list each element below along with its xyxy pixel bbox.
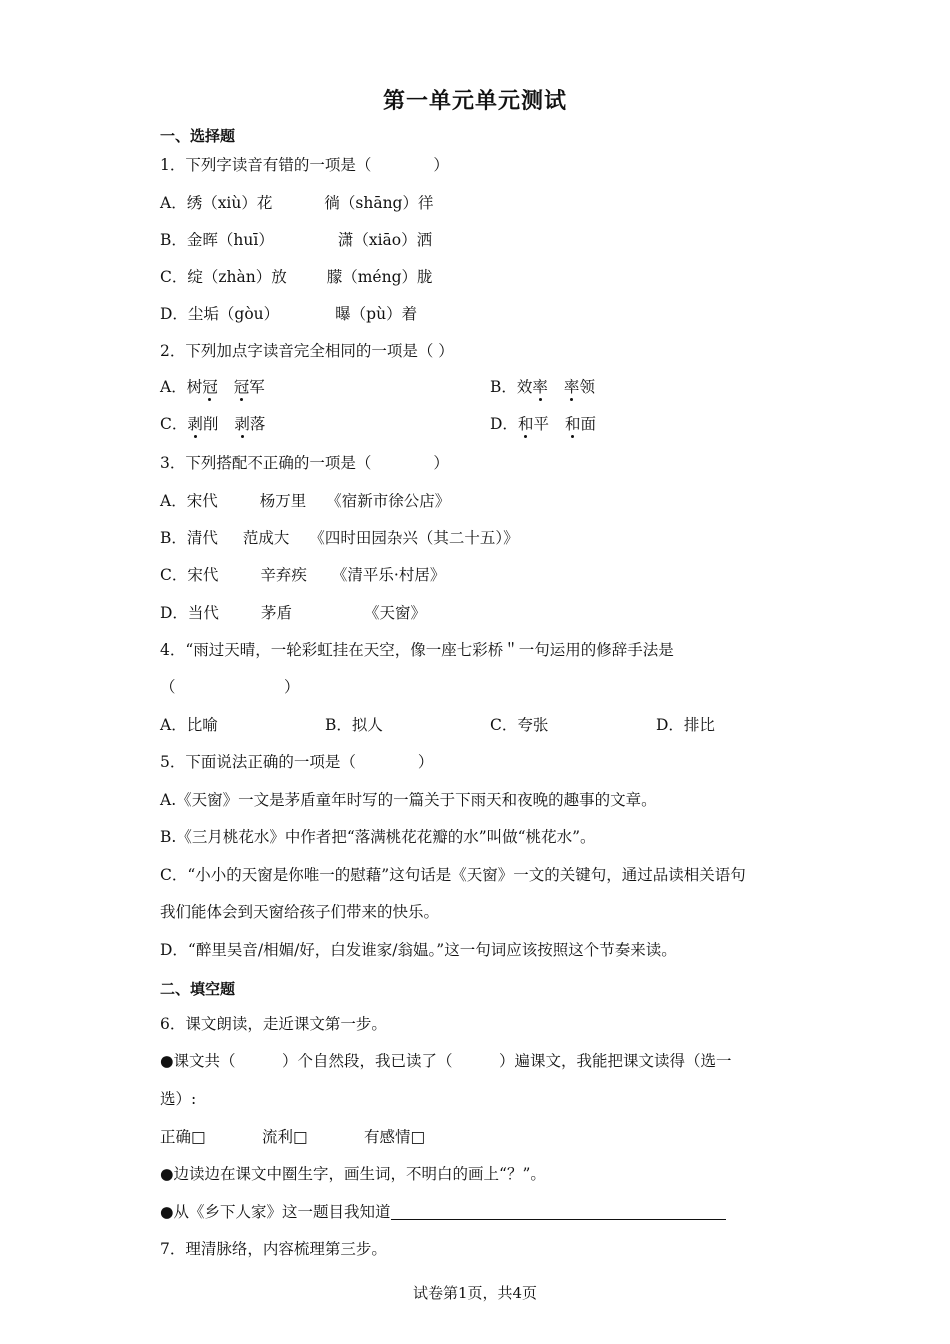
q4-answer-paren: （ ） [160,678,300,696]
q2-option-d-char: 平 [533,415,549,433]
q2-option-a-label: A． [160,378,187,396]
q3-option-b-work: 《四时田园杂兴（其二十五）》 [309,529,519,547]
q1-option-d-part2: 曝（pù）着 [335,305,418,323]
q2-option-d-dotted-char: 和 [564,415,581,433]
q3-option-c [160,564,445,586]
q5-option-b: B.《三月桃花水》中作者把“落满桃花花瓣的水”叫做“桃花水”。 [160,828,596,846]
q3-option-b-era: B．清代 [160,529,218,547]
q6-stem: 6．课文朗读，走近课文第一步。 [160,1015,387,1033]
section-heading-fill: 二、填空题 [160,980,236,998]
q3-option-d-era: D．当代 [160,604,219,622]
q1-option-d [160,303,417,325]
q3-option-c-author: 辛弃疾 [260,566,307,584]
q4-option-a: A．比喻 [160,716,218,734]
q3-option-d [160,602,426,624]
q3-stem: 3．下列搭配不正确的一项是（ ） [160,454,449,472]
q1-option-c-part2: 朦（méng）胧 [326,268,433,286]
q2-option-a [160,376,265,398]
q3-option-a-era: A．宋代 [160,492,218,510]
q6-option-fluent[interactable]: 流利□ [262,1128,308,1146]
q2-option-b-label: B． [490,378,517,396]
q6-option-correct[interactable]: 正确□ [160,1128,206,1146]
q1-option-c [160,266,433,288]
q4-option-c: C．夸张 [490,716,549,734]
q2-option-c-dotted-char: 剥 [187,415,203,433]
q5-option-c-line2: 我们能体会到天窗给孩子们带来的快乐。 [160,903,440,921]
q2-option-a-char: 军 [249,378,265,396]
q3-option-a-author: 杨万里 [259,492,307,510]
q3-option-c-work: 《清平乐·村居》 [331,566,446,584]
q2-option-b [490,376,595,398]
q6-option-emotional[interactable]: 有感情□ [364,1128,426,1146]
q6-line4-text: ●从《乡下人家》这一题目我知道 [160,1203,391,1221]
q3-option-d-work: 《天窗》 [363,604,426,622]
q1-stem: 1．下列字读音有错的一项是（ ） [160,156,449,174]
q5-option-a: A.《天窗》一文是茅盾童年时写的一篇关于下雨天和夜晚的趣事的文章。 [160,791,657,809]
q1-option-d-part1: D．尘垢（gòu） [160,305,280,323]
q5-option-c-line1: C．“小小的天窗是你唯一的慰藉”这句话是《天窗》一文的关键句，通过品读相关语句 [160,866,746,884]
q2-option-d [490,413,596,435]
q6-line4 [160,1201,726,1223]
q4-stem: 4．“雨过天晴，一轮彩虹挂在天空，像一座七彩桥＂一句运用的修辞手法是 [160,641,674,659]
q2-option-a-dotted-char: 冠 [233,378,250,396]
q2-option-d-char: 面 [580,415,596,433]
q6-line1: ●课文共（ ）个自然段，我已读了（ ）遍课文，我能把课文读得（选一 [160,1052,732,1070]
q6-line3: ●边读边在课文中圈生字，画生词，不明白的画上“？”。 [160,1165,546,1183]
q2-option-b-char: 效 [516,378,533,396]
q3-option-a-work: 《宿新市徐公店》 [326,492,451,510]
q2-option-c-char: 落 [249,415,266,433]
q1-option-b-part1: B．金晖（huī） [160,231,274,249]
q2-option-c [160,413,265,435]
q3-option-a [160,490,450,512]
q2-option-d-dotted-char: 和 [517,415,534,433]
q2-option-c-dotted-char: 剥 [234,415,250,433]
q2-option-b-char: 领 [579,378,595,396]
q2-option-d-label: D． [490,415,518,433]
q2-option-b-dotted-char: 率 [563,378,580,396]
section-heading-choice: 一、选择题 [160,127,236,145]
q2-option-a-char: 树 [186,378,203,396]
q2-stem: 2．下列加点字读音完全相同的一项是（ ） [160,342,454,360]
q1-option-a [160,192,433,214]
q4-option-d: D．排比 [656,716,715,734]
q1-option-c-part1: C．绽（zhàn）放 [160,268,287,286]
q3-option-d-author: 茅盾 [260,604,292,622]
q4-option-b: B．拟人 [325,716,383,734]
q6-line2: 选）: [160,1090,197,1108]
q6-answer-blank[interactable] [391,1203,726,1220]
q5-option-d: D．“醉里吴音/相媚/好，白发谁家/翁媪。”这一句词应该按照这个节奏来读。 [160,941,677,959]
q2-option-c-char: 削 [202,415,219,433]
q3-option-b [160,527,519,549]
page-footer: 试卷第1页，共4页 [412,1284,538,1302]
q5-stem: 5．下面说法正确的一项是（ ） [160,753,434,771]
q3-option-c-era: C．宋代 [160,566,219,584]
q1-option-a-part1: A．绣（xiù）花 [160,194,273,212]
q7-stem: 7．理清脉络，内容梳理第三步。 [160,1240,387,1258]
page-title: 第一单元单元测试 [382,89,567,114]
q2-option-b-dotted-char: 率 [532,378,548,396]
q1-option-b-part2: 潇（xiāo）洒 [337,231,433,249]
q3-option-b-author: 范成大 [242,529,290,547]
q2-option-c-label: C． [160,415,188,433]
q2-option-a-dotted-char: 冠 [202,378,218,396]
q1-option-b [160,229,432,251]
q1-option-a-part2: 徜（shāng）徉 [324,194,434,212]
